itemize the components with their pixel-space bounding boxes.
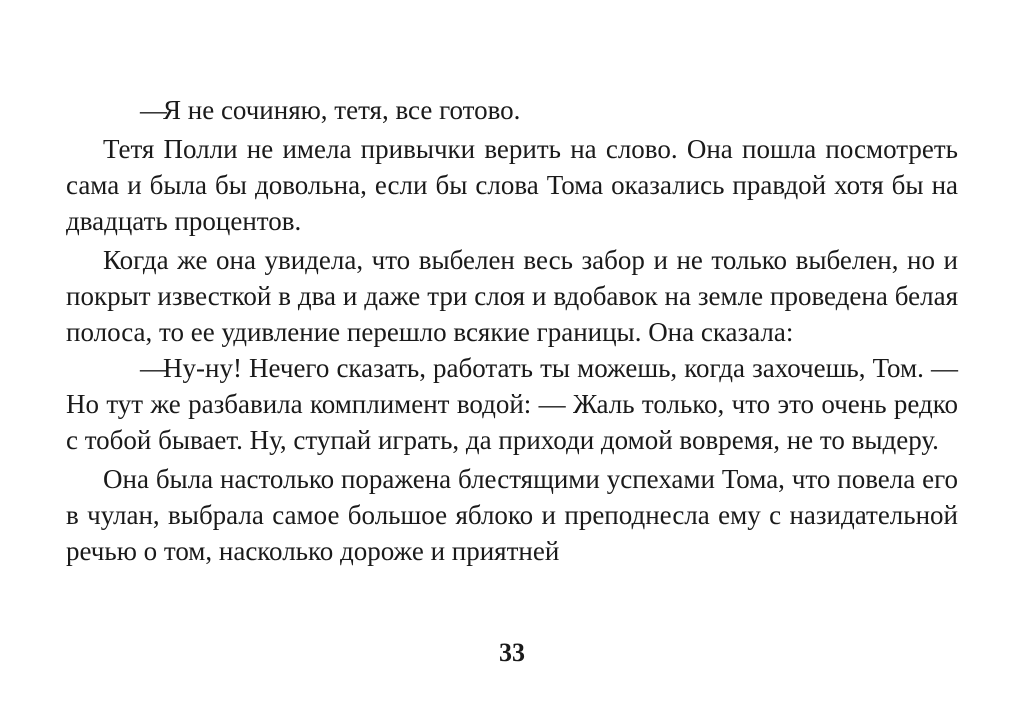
page-number: 33 — [499, 638, 525, 667]
paragraph-2 — [66, 131, 958, 239]
text-block — [66, 92, 958, 569]
paragraph-dialogue-1 — [66, 92, 958, 128]
dialogue-dash: — — [140, 95, 167, 125]
paragraph-text: Она была настолько поражена блестящими успехами Тома, что повела его в чулан, выбрала самое большое яблоко и преподнесла ему с назидательной речью о том, насколько дороже и приятней — [66, 464, 958, 566]
dialogue-dash: — — [140, 353, 167, 383]
paragraph-5 — [66, 461, 958, 569]
paragraph-dialogue-2 — [66, 350, 958, 458]
paragraph-text: Когда же она увидела, что выбелен весь забор и не только выбелен, но и покрыт известкой в два и даже три слоя и вдобавок на земле проведена белая полоса, то ее удивление перешло всякие границы. Она сказала: — [66, 245, 958, 347]
paragraph-3 — [66, 242, 958, 350]
paragraph-text: Тетя Полли не имела привычки верить на слово. Она пошла посмотреть сама и была бы довольна, если бы слова Тома оказались правдой хотя бы на двадцать процентов. — [66, 134, 958, 236]
paragraph-text: Ну-ну! Нечего сказать, работать ты можешь, когда захочешь, Том. — Но тут же разбавила комплимент водой: — Жаль только, что это очень редко с тобой бывает. Ну, ступай играть, да приходи домой вовремя, не то выдеру. — [66, 353, 958, 455]
paragraph-text: Я не сочиняю, тетя, все готово. — [163, 95, 521, 125]
